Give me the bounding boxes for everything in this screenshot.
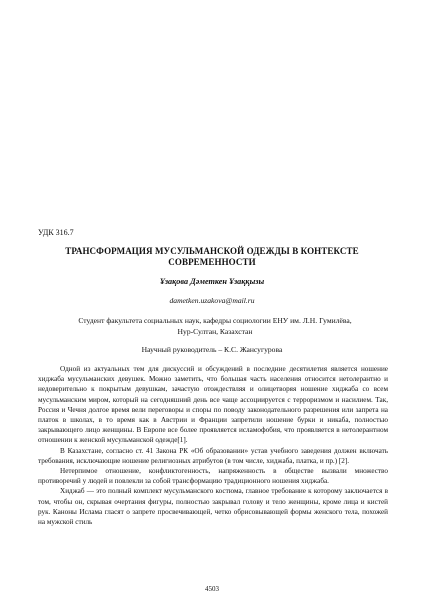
paragraph-1: Одной из актуальных тем для дискуссий и обсуждений в последние десятилетия является ношение хиджаба мусульманских девушек. Можно заметить, что большая часть населения относится нетолерантно и недоверительно к покрытым девушкам, зачастую отождествляя и олицетворяя ношение хиджаба со всем мусульманским миром, который на сегодняшний день все чаще ассоциируется с терроризмом и насилием. Так, Россия и Чечня долгое время вели переговоры и споры по поводу законодательного разрешения или запрета на платок в школах, в то время как в Австрии и Франции запретили ношение бурки и никаба, полностью закрывающего лицо женщины. В Европе все более проявляется исламофобия, что проявляется в нетолерантном отношении к женской мусульманской одежде[1]. — [38, 365, 388, 445]
paragraph-3: Нетерпимое отношение, конфликтогенность, напряженность в обществе вызвали множество противоречий у людей и повлекли за собой трансформацию традиционного ношения хиджаба. — [38, 467, 388, 486]
article-title: ТРАНСФОРМАЦИЯ МУСУЛЬМАНСКОЙ ОДЕЖДЫ В КОНТЕКСТЕ СОВРЕМЕННОСТИ — [65, 246, 359, 267]
author-email: dametken.uzakova@mail.ru — [169, 296, 255, 305]
udc-code: УДК 316.7 — [38, 228, 74, 237]
author-name: Ұзақова Дәметкен Ұзаққызы — [159, 277, 265, 286]
page-number: 4503 — [205, 585, 219, 593]
paragraph-2: В Казахстане, согласно ст. 41 Закона РК «Об образовании» устав учебного заведения должен включать требования, исключающие ношение религиозных атрибутов (в том числе, хиджаба, платка, и пр.) [2]. — [38, 446, 388, 465]
article-body — [38, 364, 388, 527]
paragraph-4: Хиджаб — это полный комплект мусульманского костюма, главное требование к которому заключается в том, чтобы он, скрывая очертания фигуры, полностью закрывал голову и тело женщины, кроме лица и кистей рук. Каноны Ислама гласят о запрете просвечивающей, четко обрисовывающей формы женского тела, похожей на мужской стиль — [38, 487, 388, 527]
scientific-advisor: Научный руководитель – К.С. Жансугурова — [141, 345, 283, 354]
author-affiliation: Студент факультета социальных наук, кафедры социологии ЕНУ им. Л.Н. Гумилёва, Нур-Султан, Казахстан — [78, 316, 352, 336]
